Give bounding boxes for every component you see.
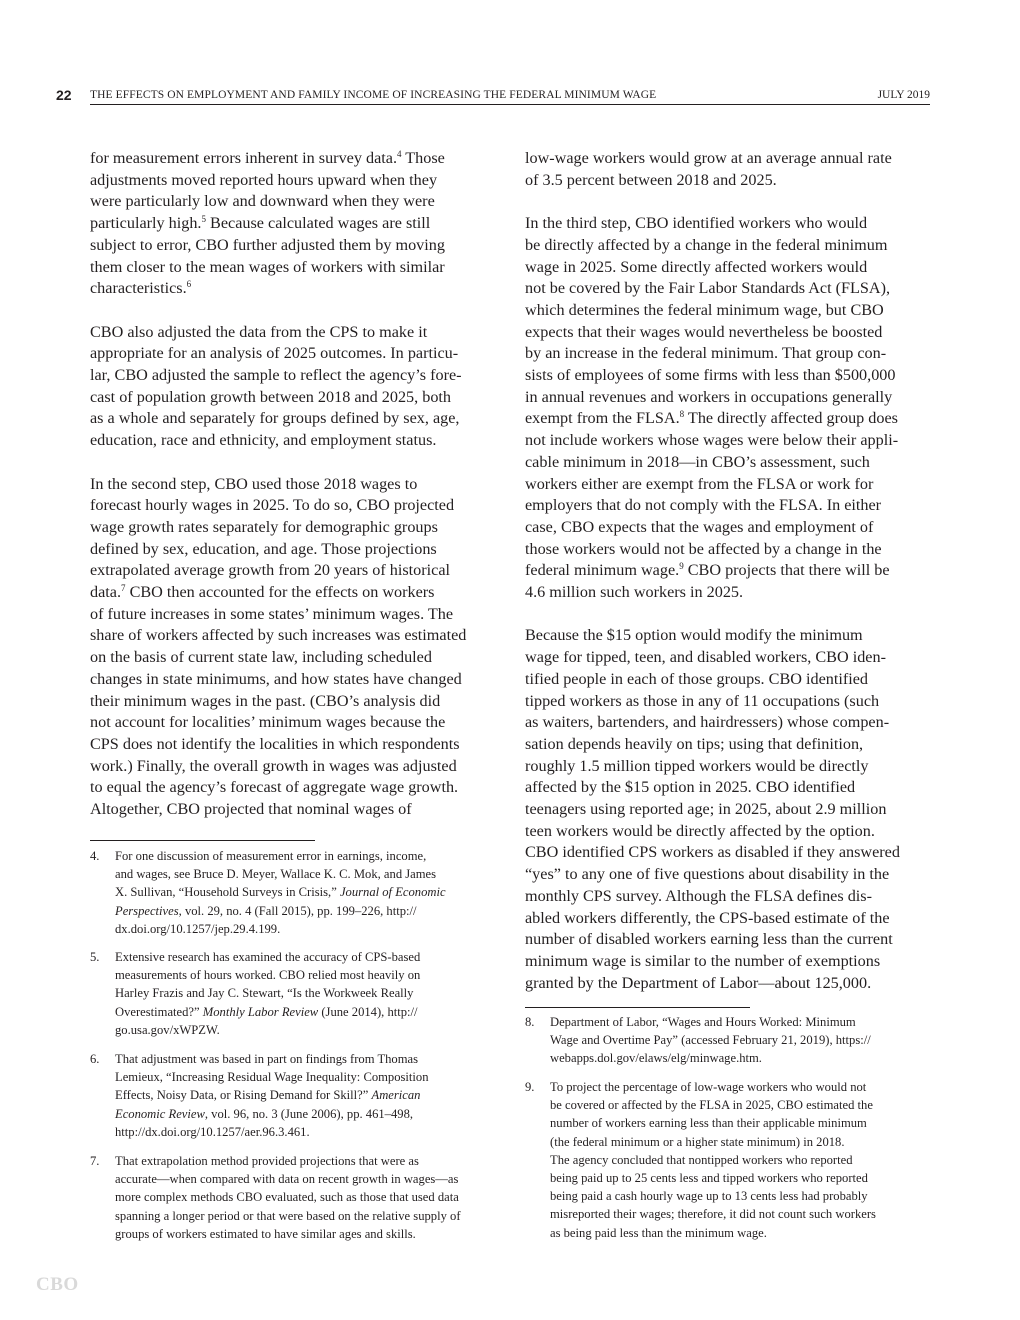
footnote-number: 4. — [90, 849, 100, 863]
journal-title: Economic Review — [115, 1106, 205, 1121]
footnote-number: 5. — [90, 950, 100, 964]
footnote-rule-right — [525, 1007, 750, 1008]
left-column — [90, 148, 498, 842]
cbo-logo: CBO — [36, 1274, 79, 1295]
publication-date: JULY 2019 — [877, 89, 930, 101]
footnote-ref-6[interactable]: 6 — [186, 279, 192, 290]
journal-title: Perspectives — [115, 903, 179, 918]
footnote-ref-8[interactable]: 8 — [679, 409, 685, 420]
footnote-ref-9[interactable]: 9 — [679, 561, 684, 572]
url-link[interactable]: go.usa.gov/xWPZW. — [115, 1022, 220, 1037]
right-column — [525, 148, 933, 1016]
footnote-ref-5[interactable]: 5 — [201, 214, 206, 225]
body-paragraph: CBO also adjusted the data from the CPS to make it appropriate for an analysis of 2025 outcomes. In particu- lar, CBO adjusted the sample to reflect the agency’s fore- cast of population growth between 2018 and 2025, both as a whole and separately for groups defined by sex, age, education, race and ethnicity, and employment status. — [90, 322, 462, 450]
footnote-number: 8. — [525, 1015, 535, 1029]
doi-link[interactable]: http://dx.doi.org/10.1257/aer.96.3.461. — [115, 1124, 310, 1139]
url-link[interactable]: (June 2014), http:// — [318, 1004, 418, 1019]
doi-link[interactable]: dx.doi.org/10.1257/jep.29.4.199. — [115, 921, 281, 936]
journal-title: American — [371, 1088, 421, 1103]
body-paragraph: low-wage workers would grow at an average annual rate of 3.5 percent between 2018 and 2025. — [525, 149, 892, 189]
footnote-rule-left — [90, 840, 315, 841]
url-link[interactable]: webapps.dol.gov/elaws/elg/minwage.htm. — [550, 1051, 762, 1066]
footnote-ref-7[interactable]: 7 — [121, 583, 126, 594]
journal-title: Monthly Labor Review — [202, 1004, 319, 1019]
running-title: THE EFFECTS ON EMPLOYMENT AND FAMILY INCOME OF INCREASING THE FEDERAL MINIMUM WAGE — [90, 89, 657, 101]
body-paragraph: In the second step, CBO used those 2018 wages to forecast hourly wages in 2025. To do so, CBO projected wage growth rates separately for demographic groups defined by sex, education, and age. Those projections extrapolated average growth from 20 years of historical data.$^7$ CBO then accounted for the effects on workers of future increases in some states’ minimum wages. The share of workers affected by such increases was estimated on the basis of current state law, including scheduled changes in state minimums, and how states have changed their minimum wages in the past. (CBO’s analysis did not account for localities’ minimum wages because the CPS does not identify the localities in which respondents work.) Finally, the overall growth in wages was adjusted to equal the agency’s forecast of aggregate wage growth. Altogether, CBO projected that nominal wages of — [90, 474, 467, 819]
footnote-number: 6. — [90, 1052, 100, 1066]
journal-title: Journal of Economic — [339, 885, 446, 900]
body-paragraph: In the third step, CBO identified workers who would be directly affected by a change in the federal minimum wage in 2025. Some directly affected workers would not be covered by the Fair Labor Standards Act (FLSA), which determines the federal minimum wage, but CBO expects that their wages would nevertheless be boosted by an increase in the federal minimum. That group con- sists of employees of some firms with less than $500,000 in annual revenues and workers in occupations generally exempt from the FLSA.$^8$ The directly affected group does not include workers whose wages were below their appli- cable minimum in 2018—in CBO’s assessment, such workers either are exempt from the FLSA or work for employers that do not comply with the FLSA. In either case, CBO expects that the wages and employment of those workers would not be affected by a change in the federal minimum wage.$^9$ CBO projects that there will be 4.6 million such workers in 2025. — [525, 214, 899, 602]
running-header — [56, 86, 930, 104]
header-rule — [90, 104, 930, 105]
body-paragraph: Because the $15 option would modify the minimum wage for tipped, teen, and disabled workers, CBO iden- tified people in each of those groups. CBO identified tipped workers as those in any of 11 occupations (such as waiters, bartenders, and hairdressers) whose compen- sation depends heavily on tips; using that definition, roughly 1.5 million tipped workers would be directly affected by the $15 option in 2025. CBO identified teenagers using reported age; in 2025, about 2.9 million teen workers would be directly affected by the option. CBO identified CPS workers as disabled if they answered “yes” to any one of five questions about disability in the monthly CPS survey. Although the FLSA defines dis- abled workers differently, the CPS-based estimate of the number of disabled workers earning less than the current minimum wage is similar to the number of exemptions granted by the Department of Labor—about 125,000. — [525, 626, 900, 992]
doi-link[interactable]: , vol. 29, no. 4 (Fall 2015), pp. 199–226, http:// — [178, 903, 417, 918]
page-number: 22 — [56, 87, 72, 103]
footnote-number: 9. — [525, 1080, 535, 1094]
body-paragraph: for measurement errors inherent in survey data.$^4$ Those adjustments moved reported hours upward when they were particularly low and downward when they were particularly high.$^5$ Because calculated wages are still subject to error, CBO further adjusted them by moving them closer to the mean wages of workers with similar characteristics.$^6$ — [90, 149, 445, 298]
footnote-number: 7. — [90, 1154, 100, 1168]
footnote-ref-4[interactable]: 4 — [397, 149, 402, 159]
